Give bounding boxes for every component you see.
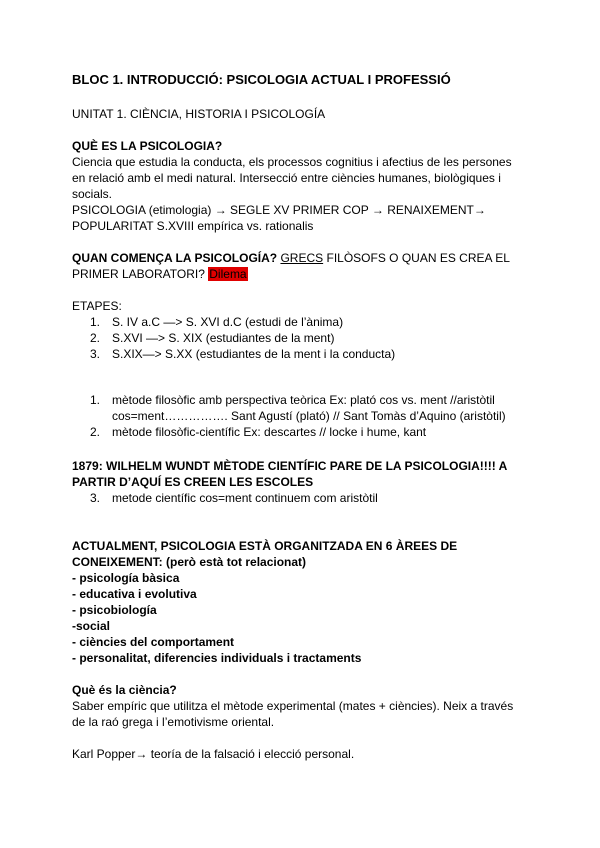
list-number: 2. (90, 331, 101, 345)
paragraph-line: PSICOLOGIA (etimologia) → SEGLE XV PRIMER COP → RENAIXEMENT→ (72, 203, 486, 217)
paragraph-line: de la raó grega i l’emotivisme oriental. (72, 715, 275, 729)
area-item: - educativa i evolutiva (72, 587, 197, 601)
paragraph-line: socials. (72, 187, 113, 201)
list-number: 2. (90, 425, 101, 439)
section-heading-psicologia: QUÈ ES LA PSICOLOGIA? (72, 139, 223, 153)
list-number: 3. (90, 491, 101, 505)
area-item: - ciències del comportament (72, 635, 235, 649)
list-item (90, 424, 426, 440)
popper-line: Karl Popper→ teoría de la falsació i elecció personal. (72, 747, 355, 761)
paragraph-line: Saber empíric que utilitza el mètode experimental (mates + ciències). Neix a través (72, 699, 514, 713)
list-text: S. IV a.C —> S. XVI d.C (estudi de l’ànima) (112, 315, 344, 329)
question-line-2-text: PRIMER LABORATORI? (72, 267, 205, 281)
unitat-title: UNITAT 1. CIÈNCIA, HISTORIA I PSICOLOGÍA (72, 107, 326, 121)
paragraph-line: Ciencia que estudia la conducta, els processos cognitius i afectius de les persones (72, 155, 512, 169)
list-item (90, 330, 334, 346)
actualment-heading: ACTUALMENT, PSICOLOGIA ESTÀ ORGANITZADA EN 6 ÀREES DE (72, 539, 458, 553)
list-item-continuation: cos=ment……………. Sant Agustí (plató) // Sant Tomàs d’Aquino (aristòtil) (112, 409, 506, 423)
list-item (90, 314, 343, 330)
list-text: S.XVI —> S. XIX (estudiantes de la ment) (112, 331, 335, 345)
list-text: S.XIX—> S.XX (estudiantes de la ment i la conducta) (112, 347, 396, 361)
list-number: 3. (90, 347, 101, 361)
bloc-title: BLOC 1. INTRODUCCIÓ: PSICOLOGIA ACTUAL I PROFESSIÓ (72, 72, 451, 87)
area-item: - personalitat, diferencies individuals i tractaments (72, 651, 362, 665)
list-text: mètode filosòfic amb perspectiva teòrica Ex: plató cos vs. ment //aristòtil (112, 393, 495, 407)
ciencia-heading: Què és la ciència? (72, 683, 177, 697)
list-number: 1. (90, 315, 101, 329)
wundt-heading-line-2: PARTIR D’AQUÍ ES CREEN LES ESCOLES (72, 475, 314, 489)
list-text: mètode filosòfic-científic Ex: descartes // locke i hume, kant (112, 425, 427, 439)
area-item: - psicobiología (72, 603, 157, 617)
area-item: - psicología bàsica (72, 571, 180, 585)
question-line (72, 250, 510, 266)
underlined-grecs: GRECS (280, 251, 324, 265)
paragraph-line: en relació amb el medi natural. Intersecció entre ciències humanes, biològiques i (72, 171, 501, 185)
highlight-dilema: Dilema (209, 267, 247, 281)
list-item (90, 392, 495, 408)
list-item (90, 346, 395, 362)
etapes-label: ETAPES: (72, 299, 122, 313)
wundt-heading-line: 1879: WILHELM WUNDT MÈTODE CIENTÍFIC PARE DE LA PSICOLOGIA!!!! A (72, 459, 508, 473)
actualment-heading-2: CONEIXEMENT: (però està tot relacionat) (72, 555, 307, 569)
list-number: 1. (90, 393, 101, 407)
paragraph-line: POPULARITAT S.XVIII empírica vs. rationalis (72, 219, 314, 233)
question-line-2 (72, 266, 248, 282)
question-rest: FILÒSOFS O QUAN ES CREA EL (326, 251, 510, 265)
list-text: metode científic cos=ment continuem com aristòtil (112, 491, 378, 505)
area-item: -social (72, 619, 111, 633)
list-item (90, 490, 378, 506)
question-bold: QUAN COMENÇA LA PSICOLOGÍA? (72, 251, 278, 265)
